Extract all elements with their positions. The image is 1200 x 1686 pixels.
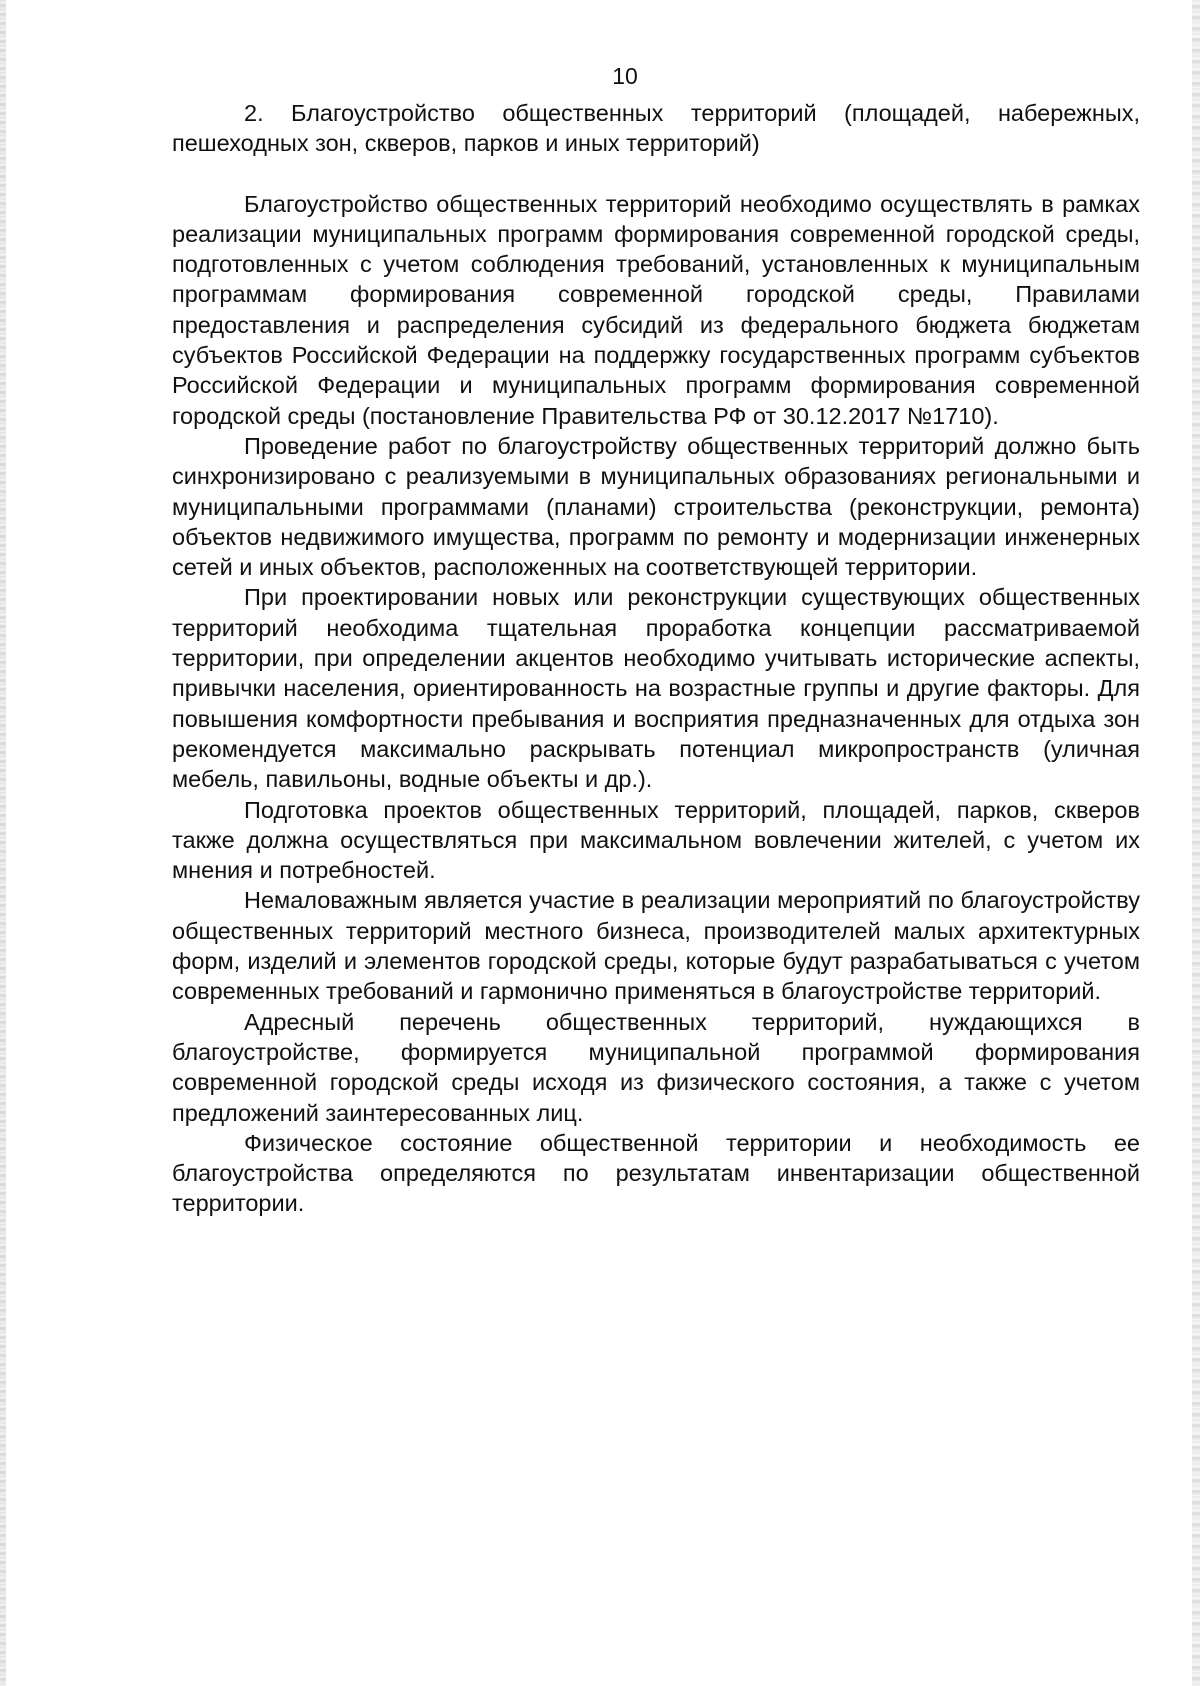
document-body — [172, 98, 1140, 1219]
paragraph: Проведение работ по благоустройству общественных территорий должно быть синхронизировано с реализуемыми в муниципальных образованиях региональными и муниципальными программами (планами) строительства (реконструкции, ремонта) объектов недвижимого имущества, программ по ремонту и модернизации инженерных сетей и иных объектов, расположенных на соответствующей территории. — [172, 432, 1140, 581]
paragraph: При проектировании новых или реконструкции существующих общественных территорий необходима тщательная проработка концепции рассматриваемой территории, при определении акцентов необходимо учитывать исторические аспекты, привычки населения, ориентированность на возрастные группы и другие факторы. Для повышения комфортности пребывания и восприятия предназначенных для отдыха зон рекомендуется максимально раскрывать потенциал микропространств (уличная мебель, павильоны, водные объекты и др.). — [172, 584, 1140, 793]
page-number: 10 — [612, 63, 638, 89]
paragraph: Немаловажным является участие в реализации мероприятий по благоустройству общественных территорий местного бизнеса, производителей малых архитектурных форм, изделий и элементов городской среды, которые будут разрабатываться с учетом современных требований и гармонично применяться в благоустройстве территорий. — [172, 887, 1140, 1005]
paragraph: Подготовка проектов общественных территорий, площадей, парков, скверов также должна осуществляться при максимальном вовлечении жителей, с учетом их мнения и потребностей. — [172, 796, 1140, 884]
scan-edge-right — [1192, 0, 1200, 1686]
paragraph: Адресный перечень общественных территорий, нуждающихся в благоустройстве, формируется муниципальной программой формирования современной городской среды исходя из физического состояния, а также с учетом предложений заинтересованных лиц. — [172, 1008, 1140, 1126]
paragraph: Физическое состояние общественной территории и необходимость ее благоустройства определяются по результатам инвентаризации общественной территории. — [172, 1129, 1140, 1217]
scan-edge-left — [0, 0, 6, 1686]
paragraph: Благоустройство общественных территорий необходимо осуществлять в рамках реализации муниципальных программ формирования современной городской среды, подготовленных с учетом соблюдения требований, установленных к муниципальным программам формирования современной городской среды, Правилами предоставления и распределения субсидий из федерального бюджета бюджетам субъектов Российской Федерации на поддержку государственных программ субъектов Российской Федерации и муниципальных программ формирования современной городской среды (постановление Правительства РФ от 30.12.2017 №1710). — [172, 190, 1140, 429]
section-heading: 2. Благоустройство общественных территорий (площадей, набережных, пешеходных зон, скверов, парков и иных территорий) — [172, 100, 1140, 157]
